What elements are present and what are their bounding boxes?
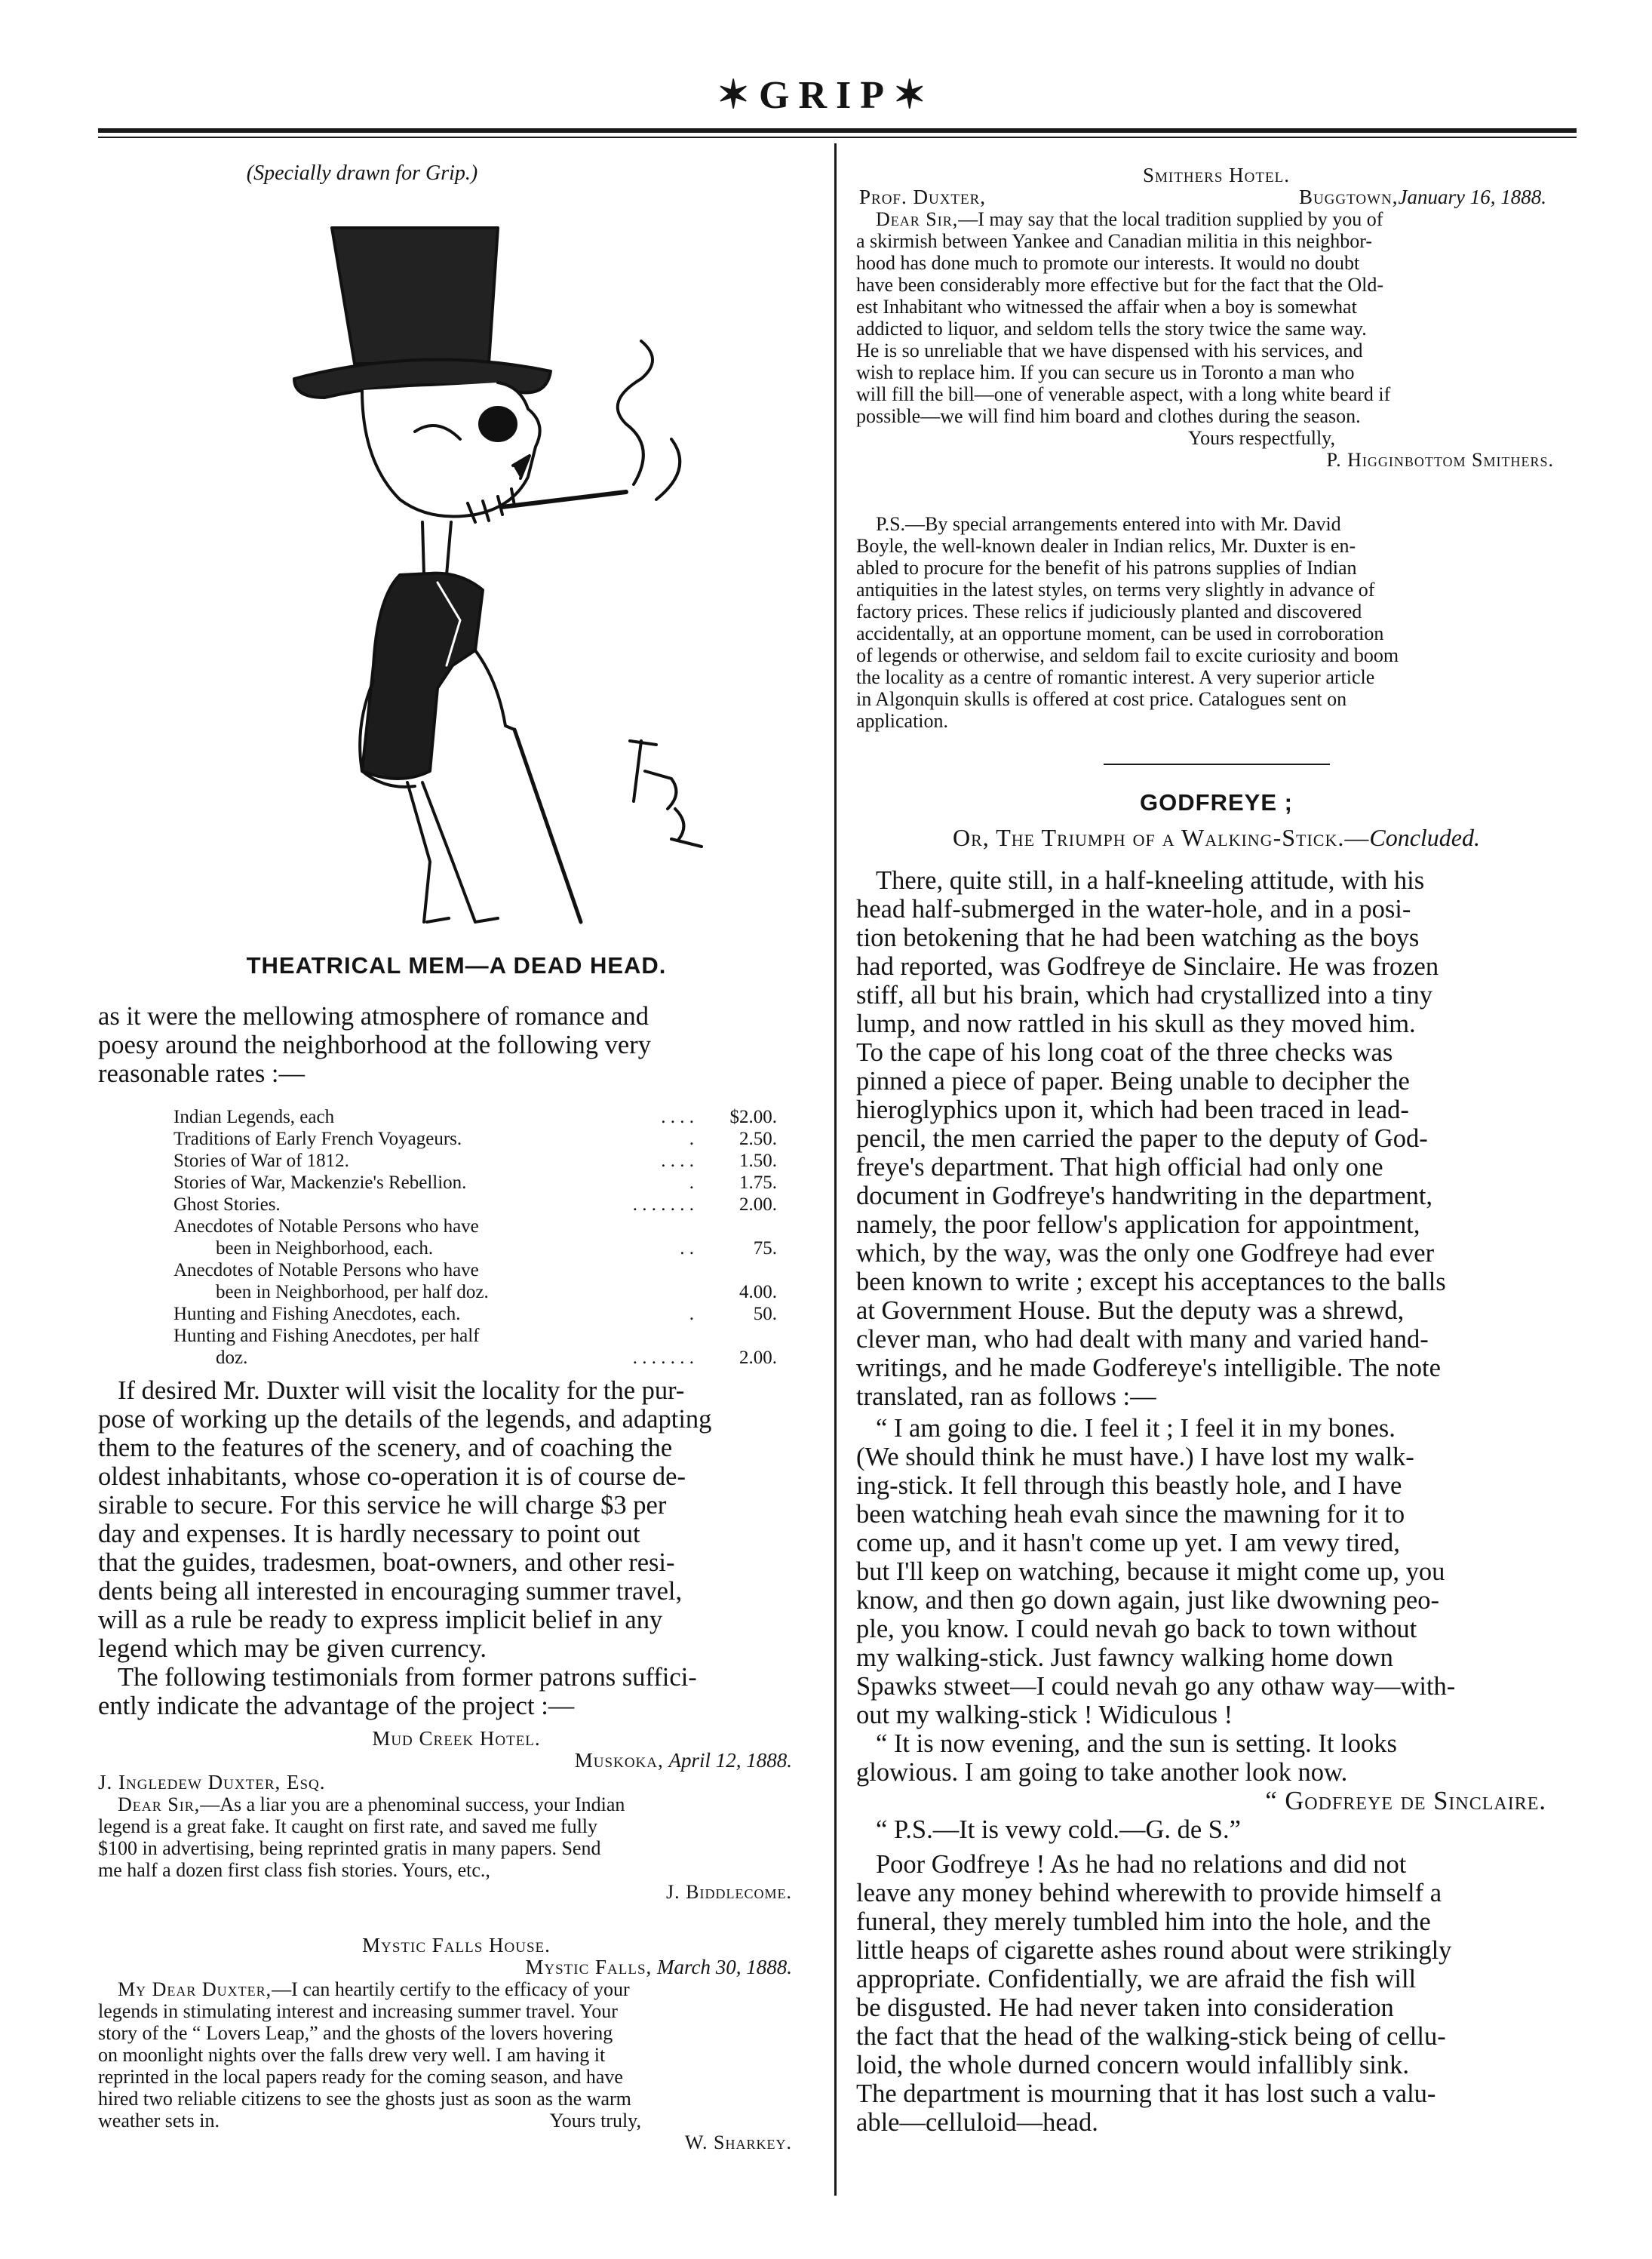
text-line: head half-submerged in the water-hole, and in a posi- [856,895,1411,924]
article-subtitle [856,824,1577,852]
text-line: but I'll keep on watching, because it might come up, you [856,1557,1445,1586]
text-line: application. [856,710,949,732]
text-line: reprinted in the local papers ready for the coming season, and have [98,2066,623,2088]
rate-row [173,1106,777,1128]
rate-price: $2.00. [729,1107,777,1127]
letter-date: March 30, 1888. [657,1956,792,1978]
text-line: possible—we will find him board and clothes during the season. [856,405,1361,427]
text-line: —I can heartily certify to the efficacy of your [272,1978,630,2000]
letter-addressee: J. Ingledew Duxter, Esq. [98,1771,326,1793]
rate-item: Stories of War, Mackenzie's Rebellion. [173,1173,467,1193]
rate-row [173,1128,777,1150]
rate-row [173,1150,777,1172]
letter-place: Muskoka, [574,1749,664,1772]
rate-item: Indian Legends, each [173,1107,335,1127]
rate-price: 2.00. [739,1348,777,1368]
text-line: poesy around the neighborhood at the following very [98,1031,651,1059]
letter-dateline [856,186,1577,208]
text-line: hood has done much to promote our interests. It would no doubt [856,252,1360,274]
letter-signature: P. Higginbottom Smithers. [1326,449,1554,471]
note-signature: “ Godfreye de Sinclaire. [1265,1787,1546,1815]
text-line: loid, the whole durned concern would infallibly sink. [856,2051,1409,2079]
rate-price: 1.75. [739,1173,777,1193]
article-heading [856,789,1577,852]
letter-salutation: Dear Sir, [118,1793,201,1815]
intro-paragraph [98,1002,815,1088]
text-line [856,208,1577,230]
text-line: in Algonquin skulls is offered at cost price. Catalogues sent on [856,688,1347,710]
rate-item: Traditions of Early French Voyageurs. [173,1129,462,1149]
text-line: (We should think he must have.) I have lost my walk- [856,1443,1414,1471]
text-line: $100 in advertising, being reprinted gratis in many papers. Send [98,1837,601,1859]
rate-item: been in Neighborhood, each. [216,1238,434,1259]
text-line: accidentally, at an opportune moment, can be used in corroboration [856,622,1384,644]
rate-price [694,1216,777,1237]
text-line: on moonlight nights over the falls drew very well. I am having it [98,2044,606,2066]
text-line: Spawks stweet—I could nevah go any othaw way—with- [856,1672,1456,1701]
text-line: writings, and he made Godfereye's intelligible. The note [856,1354,1441,1382]
article-subtitle-main: Or, The Triumph of a Walking-Stick.— [953,824,1370,851]
text-line: est Inhabitant who witnessed the affair when a boy is somewhat [856,296,1357,318]
text-line: factory prices. These relics if judiciously planted and discovered [856,601,1362,622]
rate-row [173,1172,777,1194]
text-line: addicted to liquor, and seldom tells the story twice the same way. [856,318,1367,340]
rate-price: 4.00. [739,1282,777,1302]
text-line: namely, the poor fellow's application for appointment, [856,1210,1420,1239]
text-line: tion betokening that he had been watching as the boys [856,924,1420,952]
rates-table [173,1106,777,1369]
text-line: lump, and now rattled in his skull as they moved him. [856,1010,1416,1038]
text-line: leave any money behind wherewith to provide himself a [856,1879,1442,1907]
text-line: The following testimonials from former patrons suffici- [118,1663,697,1692]
letter-dateline [98,1750,815,1772]
masthead-rule-thin [98,137,1577,138]
text-line: hired two reliable citizens to see the ghosts just as soon as the warm [98,2088,631,2110]
text-line: oldest inhabitants, whose co-operation it is of course de- [98,1462,686,1491]
letter-heading: Mystic Falls House. [362,1934,551,1956]
rate-item: Stories of War of 1812. [173,1151,349,1171]
text-line: ently indicate the advantage of the project :— [98,1692,575,1720]
text-line: legends in stimulating interest and increasing summer travel. Your [98,2000,618,2022]
letter-heading: Mud Creek Hotel. [372,1727,541,1750]
text-line: wish to replace him. If you can secure us in Toronto a man who [856,361,1355,383]
text-line: able—celluloid—head. [856,2108,1098,2137]
text-line: legend is a great fake. It caught on first rate, and saved me fully [98,1815,598,1837]
text-line: know, and then go down again, just like dwowning peo- [856,1586,1439,1615]
rate-item: doz. [216,1348,248,1368]
text-line: my walking-stick. Just fawncy walking home down [856,1643,1393,1672]
text-line: will fill the bill—one of venerable aspect, with a long white beard if [856,383,1391,405]
text-line: Poor Godfreye ! As he had no relations and did not [876,1850,1407,1879]
rate-price: 1.50. [739,1151,777,1171]
text-line: which, by the way, was the only one Godfreye had ever [856,1239,1435,1268]
text-line: story of the “ Lovers Leap,” and the ghosts of the lovers hovering [98,2022,613,2044]
rate-dots: . [689,1129,694,1149]
text-line: me half a dozen first class fish stories. Yours, etc., [98,1859,490,1881]
text-line: come up, and it hasn't come up yet. I am vewy tired, [856,1529,1400,1557]
text-line: legend which may be given currency. [98,1634,487,1663]
rate-item: Hunting and Fishing Anecdotes, each. [173,1304,461,1324]
text-line: reasonable rates :— [98,1059,305,1088]
rate-item: Ghost Stories. [173,1194,281,1215]
text-line: freye's department. That high official had only one [856,1153,1383,1182]
text-line: dents being all interested in encouraging summer travel, [98,1577,683,1606]
rate-price [694,1325,777,1347]
rate-price: 2.00. [739,1194,777,1215]
divider-rule [1104,764,1330,765]
text-line: funeral, they merely tumbled him into the hole, and the [856,1907,1431,1936]
rate-dots: . . . . . . . [632,1194,694,1215]
letter-dateline [98,1956,815,1978]
letter-dateplace [1299,186,1577,208]
text-line: weather sets in. [98,2110,220,2131]
text-line: been known to write ; except his acceptances to the balls [856,1268,1446,1296]
rate-row [173,1347,777,1369]
text-line: had reported, was Godfreye de Sinclaire. He was frozen [856,952,1439,981]
text-line: them to the features of the scenery, and of coaching the [98,1434,673,1462]
article-body [856,866,1577,2137]
text-line: —As a liar you are a phenominal success, your Indian [200,1793,625,1815]
letter-heading: Smithers Hotel. [1143,164,1290,186]
rate-row [173,1303,777,1325]
article-title: GODFREYE ; [1140,789,1293,816]
rate-dots: . [689,1173,694,1193]
text-line: be disgusted. He had never taken into consideration [856,1993,1394,2022]
rate-row [173,1237,777,1259]
text-line: little heaps of cigarette ashes round about were strikingly [856,1936,1452,1965]
masthead-rule [98,128,1577,133]
text-line [98,1978,815,2000]
text-line: “ It is now evening, and the sun is setting. It looks [876,1729,1397,1758]
letter-signature: J. Biddlecome. [666,1881,792,1903]
text-line: pencil, the men carried the paper to the deputy of God- [856,1124,1428,1153]
letter-salutation: Dear Sir, [876,208,959,230]
letter-place: Mystic Falls, [525,1956,653,1978]
text-line: —I may say that the local tradition supplied by you of [958,208,1383,230]
section-divider [856,764,1577,765]
letter-mud-creek [98,1728,815,1903]
text-line: sirable to secure. For this service he will charge $3 per [98,1491,667,1520]
letter-place: Buggtown, [1298,186,1399,208]
rate-row [173,1216,777,1237]
rate-item: been in Neighborhood, per half doz. [216,1282,489,1302]
text-line: “ I am going to die. I feel it ; I feel it in my bones. [876,1414,1396,1443]
rate-row [173,1259,777,1281]
text-line: have been considerably more effective but for the fact that the Old- [856,274,1384,296]
text-line: ple, you know. I could nevah go back to town without [856,1615,1417,1643]
text-line: abled to procure for the benefit of his patrons supplies of Indian [856,557,1357,579]
rate-price: 2.50. [739,1129,777,1149]
text-line: Boyle, the well-known dealer in Indian relics, Mr. Duxter is en- [856,535,1356,557]
rate-row [173,1281,777,1303]
text-line: P.S.—By special arrangements entered into with Mr. David [876,513,1341,535]
rate-item: Anecdotes of Notable Persons who have [173,1260,479,1280]
text-line: as it were the mellowing atmosphere of romance and [98,1002,649,1031]
text-line: day and expenses. It is hardly necessary to point out [98,1520,640,1548]
text-line: stiff, all but his brain, which had crystallized into a tiny [856,981,1432,1010]
cartoon-credit: (Specially drawn for Grip.) [246,161,478,185]
text-line: the fact that the head of the walking-stick being of cellu- [856,2022,1446,2051]
letter-mystic-falls [98,1935,815,2153]
text-line: the locality as a centre of romantic interest. A very superior article [856,666,1375,688]
text-line: appropriate. Confidentially, we are afraid the fish will [856,1965,1417,1993]
text-line: pose of working up the details of the legends, and adapting [98,1405,712,1434]
letter-date: April 12, 1888. [668,1749,792,1772]
letter-signature: W. Sharkey. [684,2131,792,2153]
text-line: of legends or otherwise, and seldom fail to excite curiosity and boom [856,644,1399,666]
text-line: will as a rule be ready to express implicit belief in any [98,1606,663,1634]
letter-date: January 16, 1888. [1398,186,1546,208]
text-line: out my walking-stick ! Widiculous ! [856,1701,1233,1729]
rate-item: Hunting and Fishing Anecdotes, per half [173,1326,480,1346]
rate-item: Anecdotes of Notable Persons who have [173,1216,479,1237]
postscript [856,513,1577,732]
text-line: antiquities in the latest styles, on terms very slightly in advance of [856,579,1375,601]
rate-dots: . . . . [661,1107,694,1127]
text-line: translated, ran as follows :— [856,1382,1156,1411]
text-line: To the cape of his long coat of the three checks was [856,1038,1393,1067]
text-line: He is so unreliable that we have dispensed with his services, and [856,340,1363,361]
column-divider [834,143,837,2196]
text-line: If desired Mr. Duxter will visit the locality for the pur- [118,1376,685,1405]
letter-closing: Yours truly, [549,2110,641,2131]
text-line: been watching heah evah since the mawning for it to [856,1500,1405,1529]
rate-dots: . . [680,1238,694,1259]
masthead-title: ✶GRIP✶ [717,74,935,117]
text-line: ing-stick. It fell through this beastly hole, and I have [856,1471,1402,1500]
rate-dots: . [689,1304,694,1324]
article-subtitle-concluded: Concluded. [1369,824,1480,851]
letter-addressee: Prof. Duxter, [859,186,987,208]
rate-dots: . . . . . . . [632,1348,694,1368]
text-line: document in Godfreye's handwriting in the department, [856,1182,1433,1210]
text-line: clever man, who had dealt with many and varied hand- [856,1325,1429,1354]
rate-row [173,1194,777,1216]
service-paragraph [98,1376,815,1720]
text-line: that the guides, tradesmen, boat-owners, and other resi- [98,1548,675,1577]
cartoon-illustration [249,198,807,952]
text-line: glowious. I am going to take another look now. [856,1758,1348,1787]
note-postscript: “ P.S.—It is vewy cold.—G. de S.” [876,1815,1241,1844]
text-line: hieroglyphics upon it, which had been traced in lead- [856,1096,1409,1124]
rate-dots: . . . . [661,1151,694,1171]
rate-price: 75. [753,1238,777,1259]
letter-salutation: My Dear Duxter, [118,1978,272,2000]
text-line: pinned a piece of paper. Being unable to decipher the [856,1067,1410,1096]
letter-smithers [856,164,1577,471]
rate-price [694,1259,777,1281]
text-line [98,1793,815,1815]
text-line: There, quite still, in a half-kneeling attitude, with his [876,866,1425,895]
text-line: a skirmish between Yankee and Canadian militia in this neighbor- [856,230,1373,252]
letter-closing-line [98,2110,815,2131]
text-line: at Government House. But the deputy was a shrewd, [856,1296,1405,1325]
letter-closing: Yours respectfully, [1188,427,1335,449]
rate-row [173,1325,777,1347]
rate-price: 50. [753,1304,777,1324]
cartoon-caption: THEATRICAL MEM—A DEAD HEAD. [246,952,667,979]
text-line: The department is mourning that it has lost such a valu- [856,2079,1436,2108]
